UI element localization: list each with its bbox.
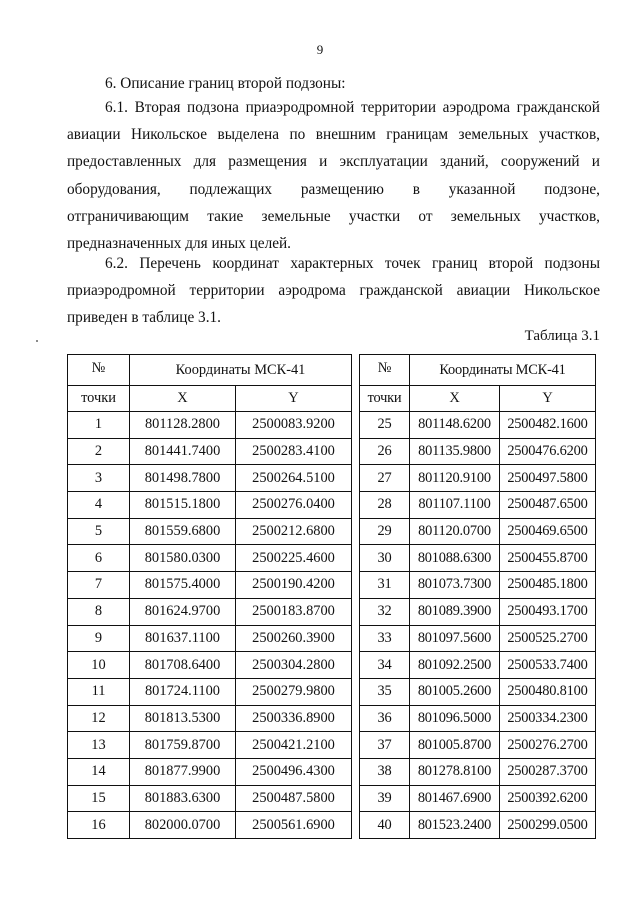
table-row (360, 598, 596, 625)
point-number-cell: 9 (68, 625, 130, 652)
point-number-cell: 34 (360, 652, 410, 679)
table-row (68, 678, 352, 705)
y-coordinate-cell: 2500276.2700 (500, 732, 596, 759)
y-coordinate-cell: 2500212.6800 (236, 518, 352, 545)
x-coordinate-cell: 801708.6400 (130, 652, 236, 679)
table-row (360, 518, 596, 545)
point-number-cell: 29 (360, 518, 410, 545)
x-coordinate-cell: 801575.4000 (130, 572, 236, 599)
y-coordinate-cell: 2500480.8100 (500, 678, 596, 705)
table-row (68, 758, 352, 785)
x-coordinate-cell: 801107.1100 (410, 492, 500, 519)
margin-mark (36, 340, 38, 342)
table-row (68, 465, 352, 492)
table-row (360, 572, 596, 599)
y-coordinate-cell: 2500264.5100 (236, 465, 352, 492)
y-coordinate-cell: 2500487.5800 (236, 785, 352, 812)
table-row (360, 438, 596, 465)
table-row (68, 652, 352, 679)
x-coordinate-cell: 801624.9700 (130, 598, 236, 625)
y-coordinate-cell: 2500225.4600 (236, 545, 352, 572)
table-row (360, 758, 596, 785)
point-number-cell: 37 (360, 732, 410, 759)
x-coordinate-cell: 802000.0700 (130, 812, 236, 839)
point-number-cell: 8 (68, 598, 130, 625)
y-coordinate-cell: 2500493.1700 (500, 598, 596, 625)
page-number: 9 (316, 42, 324, 57)
table-caption: Таблица 3.1 (524, 328, 600, 344)
y-coordinate-cell: 2500485.1800 (500, 572, 596, 599)
y-coordinate-cell: 2500561.6900 (236, 812, 352, 839)
point-number-cell: 35 (360, 678, 410, 705)
point-number-cell: 39 (360, 785, 410, 812)
y-coordinate-cell: 2500336.8900 (236, 705, 352, 732)
table-row (360, 812, 596, 839)
coordinates-table-right (359, 354, 596, 839)
table-row (68, 492, 352, 519)
header-coordinates: Координаты МСК-41 (410, 355, 596, 386)
table-row (360, 732, 596, 759)
table-row (360, 492, 596, 519)
point-number-cell: 25 (360, 412, 410, 439)
x-coordinate-cell: 801148.6200 (410, 412, 500, 439)
y-coordinate-cell: 2500334.2300 (500, 705, 596, 732)
point-number-cell: 1 (68, 412, 130, 439)
x-coordinate-cell: 801278.8100 (410, 758, 500, 785)
y-coordinate-cell: 2500487.6500 (500, 492, 596, 519)
y-coordinate-cell: 2500304.2800 (236, 652, 352, 679)
x-coordinate-cell: 801092.2500 (410, 652, 500, 679)
x-coordinate-cell: 801759.8700 (130, 732, 236, 759)
y-coordinate-cell: 2500190.4200 (236, 572, 352, 599)
point-number-cell: 6 (68, 545, 130, 572)
point-number-cell: 12 (68, 705, 130, 732)
table-row (68, 572, 352, 599)
header-y: Y (500, 386, 596, 412)
point-number-cell: 16 (68, 812, 130, 839)
point-number-cell: 30 (360, 545, 410, 572)
y-coordinate-cell: 2500276.0400 (236, 492, 352, 519)
table-row (68, 545, 352, 572)
x-coordinate-cell: 801580.0300 (130, 545, 236, 572)
header-point: точки (68, 386, 130, 412)
point-number-cell: 15 (68, 785, 130, 812)
coordinates-table-left (67, 354, 352, 839)
point-number-cell: 14 (68, 758, 130, 785)
x-coordinate-cell: 801097.5600 (410, 625, 500, 652)
point-number-cell: 2 (68, 438, 130, 465)
point-number-cell: 26 (360, 438, 410, 465)
x-coordinate-cell: 801637.1100 (130, 625, 236, 652)
y-coordinate-cell: 2500083.9200 (236, 412, 352, 439)
table-body-right (360, 412, 596, 839)
point-number-cell: 33 (360, 625, 410, 652)
table-row (360, 412, 596, 439)
point-number-cell: 38 (360, 758, 410, 785)
point-number-cell: 32 (360, 598, 410, 625)
y-coordinate-cell: 2500260.3900 (236, 625, 352, 652)
header-number: № (360, 355, 410, 386)
header-x: X (410, 386, 500, 412)
y-coordinate-cell: 2500299.0500 (500, 812, 596, 839)
point-number-cell: 11 (68, 678, 130, 705)
table-row (360, 625, 596, 652)
y-coordinate-cell: 2500183.8700 (236, 598, 352, 625)
paragraph-6-2: 6.2. Перечень координат характерных точек границ второй подзоны приаэродромной территории аэродрома гражданской авиации Никольское приведен в таблице 3.1. (67, 255, 600, 327)
x-coordinate-cell: 801441.7400 (130, 438, 236, 465)
point-number-cell: 3 (68, 465, 130, 492)
y-coordinate-cell: 2500283.4100 (236, 438, 352, 465)
x-coordinate-cell: 801883.6300 (130, 785, 236, 812)
table-row (360, 678, 596, 705)
x-coordinate-cell: 801005.8700 (410, 732, 500, 759)
x-coordinate-cell: 801877.9900 (130, 758, 236, 785)
table-row (360, 785, 596, 812)
point-number-cell: 10 (68, 652, 130, 679)
y-coordinate-cell: 2500455.8700 (500, 545, 596, 572)
y-coordinate-cell: 2500287.3700 (500, 758, 596, 785)
table-row (68, 598, 352, 625)
x-coordinate-cell: 801523.2400 (410, 812, 500, 839)
y-coordinate-cell: 2500279.9800 (236, 678, 352, 705)
y-coordinate-cell: 2500421.2100 (236, 732, 352, 759)
x-coordinate-cell: 801559.6800 (130, 518, 236, 545)
table-row (360, 545, 596, 572)
table-row (68, 518, 352, 545)
table-row (68, 812, 352, 839)
y-coordinate-cell: 2500476.6200 (500, 438, 596, 465)
x-coordinate-cell: 801005.2600 (410, 678, 500, 705)
header-y: Y (236, 386, 352, 412)
x-coordinate-cell: 801813.5300 (130, 705, 236, 732)
point-number-cell: 40 (360, 812, 410, 839)
point-number-cell: 31 (360, 572, 410, 599)
point-number-cell: 4 (68, 492, 130, 519)
table-row (68, 785, 352, 812)
x-coordinate-cell: 801724.1100 (130, 678, 236, 705)
x-coordinate-cell: 801088.6300 (410, 545, 500, 572)
paragraph-6-1: 6.1. Вторая подзона приаэродромной территории аэродрома гражданской авиации Никольское выделена по внешним границам земельных участков, предоставленных для размещения и эксплуатации зданий, сооружений и оборудования, подлежащих размещению в указанной подзоне, отграничивающим такие земельные участки от земельных участков, предназначенных для иных целей. (67, 99, 600, 253)
y-coordinate-cell: 2500497.5800 (500, 465, 596, 492)
table-row (360, 652, 596, 679)
x-coordinate-cell: 801120.9100 (410, 465, 500, 492)
point-number-cell: 7 (68, 572, 130, 599)
y-coordinate-cell: 2500533.7400 (500, 652, 596, 679)
x-coordinate-cell: 801073.7300 (410, 572, 500, 599)
table-row (68, 625, 352, 652)
x-coordinate-cell: 801515.1800 (130, 492, 236, 519)
y-coordinate-cell: 2500525.2700 (500, 625, 596, 652)
x-coordinate-cell: 801089.3900 (410, 598, 500, 625)
y-coordinate-cell: 2500392.6200 (500, 785, 596, 812)
y-coordinate-cell: 2500482.1600 (500, 412, 596, 439)
table-body-left (68, 412, 352, 839)
header-coordinates: Координаты МСК-41 (130, 355, 352, 386)
table-row (68, 732, 352, 759)
table-row (68, 438, 352, 465)
header-point: точки (360, 386, 410, 412)
table-row (68, 412, 352, 439)
y-coordinate-cell: 2500469.6500 (500, 518, 596, 545)
x-coordinate-cell: 801120.0700 (410, 518, 500, 545)
section-heading: 6. Описание границ второй подзоны: (105, 75, 346, 92)
point-number-cell: 28 (360, 492, 410, 519)
table-row (360, 465, 596, 492)
x-coordinate-cell: 801096.5000 (410, 705, 500, 732)
y-coordinate-cell: 2500496.4300 (236, 758, 352, 785)
table-row (360, 705, 596, 732)
x-coordinate-cell: 801467.6900 (410, 785, 500, 812)
header-number: № (68, 355, 130, 386)
x-coordinate-cell: 801128.2800 (130, 412, 236, 439)
point-number-cell: 36 (360, 705, 410, 732)
x-coordinate-cell: 801498.7800 (130, 465, 236, 492)
table-row (68, 705, 352, 732)
point-number-cell: 5 (68, 518, 130, 545)
x-coordinate-cell: 801135.9800 (410, 438, 500, 465)
point-number-cell: 27 (360, 465, 410, 492)
point-number-cell: 13 (68, 732, 130, 759)
header-x: X (130, 386, 236, 412)
